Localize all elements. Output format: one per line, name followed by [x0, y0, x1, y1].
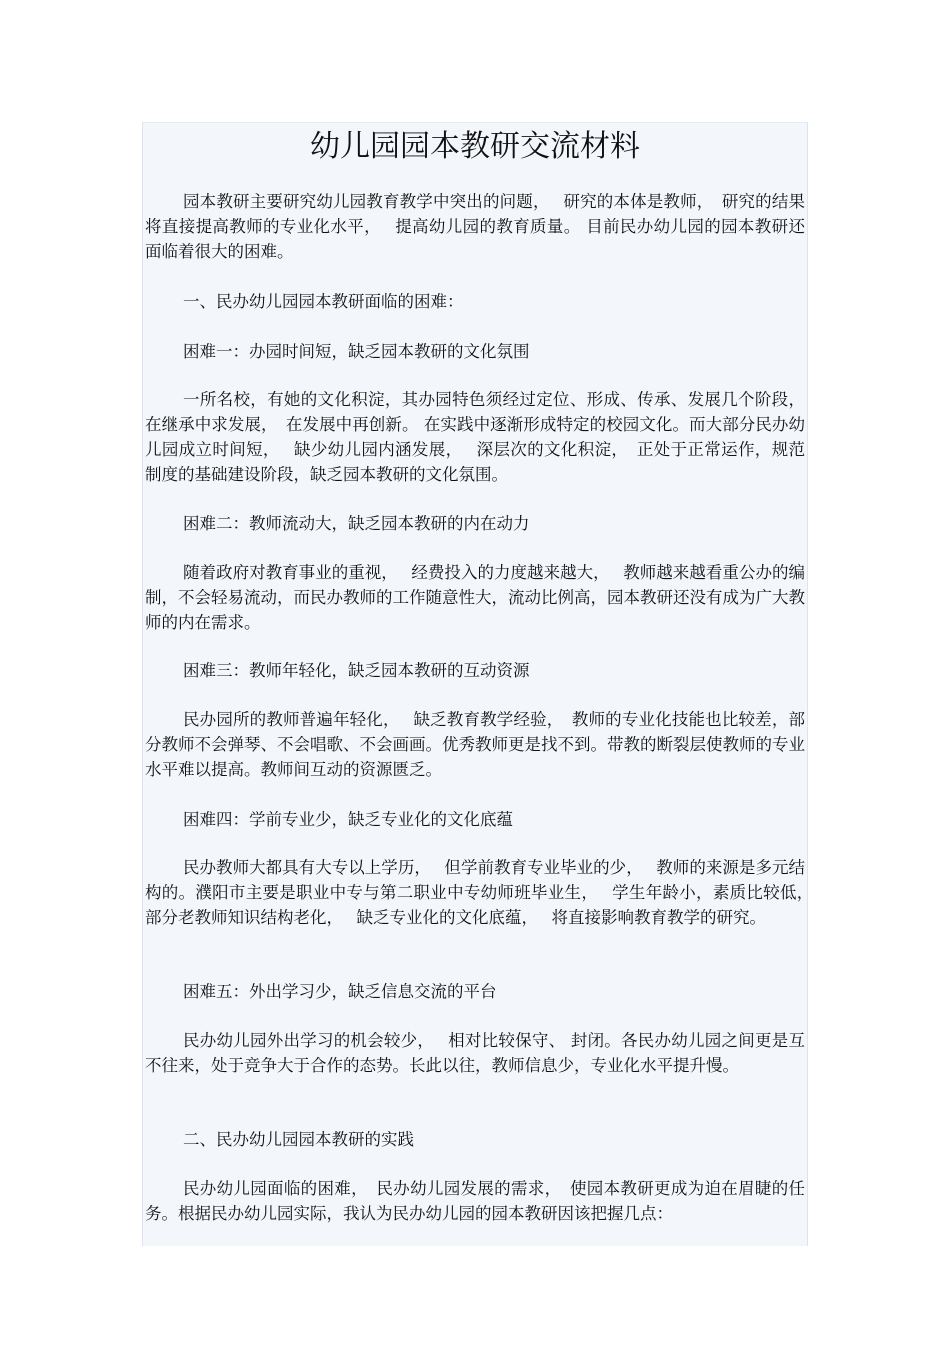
difficulty-heading-3: 困难三：教师年轻化，缺乏园本教研的互动资源: [183, 661, 530, 680]
paragraph-difficulty-5: 民办幼儿园外出学习的机会较少， 相对比较保守、 封闭。各民办幼儿园之间更是互不往来，处于竞争大于合作的态势。长此以往，教师信息少，专业化水平提升慢。: [145, 1031, 805, 1075]
difficulty-heading-2: 困难二：教师流动大，缺乏园本教研的内在动力: [183, 514, 530, 533]
section-heading-1: 一、民办幼儿园园本教研面临的困难：: [183, 292, 464, 311]
paragraph-difficulty-2: 随着政府对教育事业的重视， 经费投入的力度越来越大， 教师越来越看重公办的编制，不会轻易流动，而民办教师的工作随意性大，流动比例高，园本教研还没有成为广大教师的内在需求。: [145, 563, 805, 632]
difficulty-heading-4: 困难四：学前专业少，缺乏专业化的文化底蕴: [183, 810, 513, 829]
difficulty-heading-5: 困难五：外出学习少，缺乏信息交流的平台: [183, 982, 497, 1001]
document-page: [142, 122, 822, 1246]
difficulty-heading-1: 困难一：办园时间短，缺乏园本教研的文化氛围: [183, 342, 530, 361]
paragraph-difficulty-1: 一所名校，有她的文化积淀，其办园特色须经过定位、形成、传承、发展几个阶段，在继承中求发展， 在发展中再创新。 在实践中逐渐形成特定的校园文化。而大部分民办幼儿园成立时间短， 缺少幼儿园内涵发展， 深层次的文化积淀， 正处于正常运作，规范制度的基础建设阶段，缺乏园本教研的文化氛围。: [145, 390, 805, 484]
paragraph-difficulty-4: 民办教师大都具有大专以上学历， 但学前教育专业毕业的少， 教师的来源是多元结构的。濮阳市主要是职业中专与第二职业中专幼师班毕业生， 学生年龄小，素质比较低， 部分老教师知识结构老化， 缺乏专业化的文化底蕴， 将直接影响教育教学的研究。: [145, 858, 822, 927]
document-title: 幼儿园园本教研交流材料: [310, 129, 640, 164]
paragraph-difficulty-3: 民办园所的教师普遍年轻化， 缺乏教育教学经验， 教师的专业化技能也比较差，部分教师不会弹琴、不会唱歌、不会画画。优秀教师更是找不到。带教的断裂层使教师的专业水平难以提高。教师间互动的资源匮乏。: [145, 710, 805, 779]
section-heading-2: 二、民办幼儿园园本教研的实践: [183, 1130, 414, 1149]
paragraph-intro: 园本教研主要研究幼儿园教育教学中突出的问题， 研究的本体是教师， 研究的结果将直接提高教师的专业化水平， 提高幼儿园的教育质量。 目前民办幼儿园的园本教研还面临着很大的困难。: [145, 192, 805, 261]
paragraph-practice: 民办幼儿园面临的困难， 民办幼儿园发展的需求， 使园本教研更成为迫在眉睫的任务。根据民办幼儿园实际，我认为民办幼儿园的园本教研因该把握几点：: [145, 1179, 805, 1223]
